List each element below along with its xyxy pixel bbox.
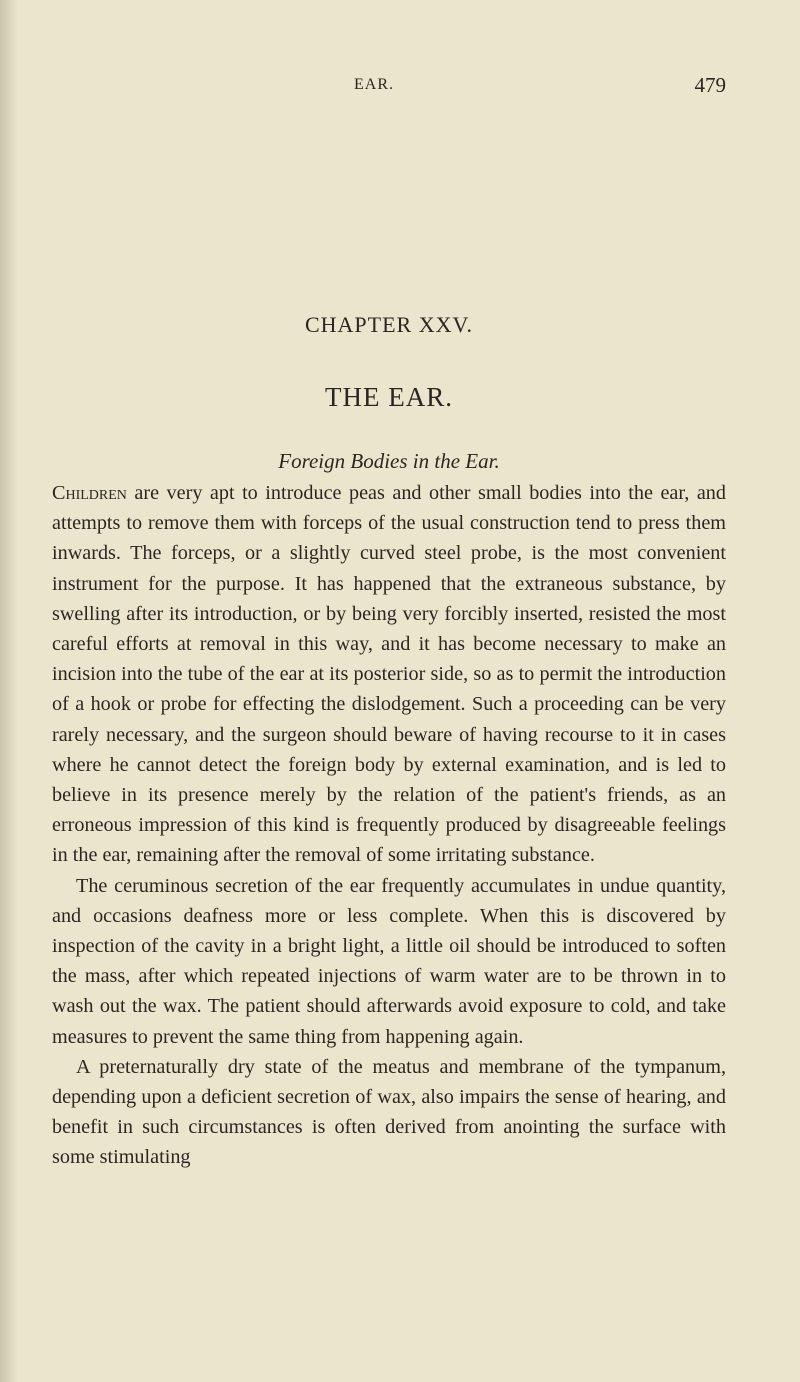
- running-head: [52, 73, 726, 98]
- running-title: EAR.: [354, 76, 394, 93]
- body-text: [52, 478, 726, 1173]
- chapter-title: THE EAR.: [325, 382, 453, 412]
- page-edge-shadow: [0, 0, 18, 1382]
- paragraph-foreign-bodies: [52, 478, 726, 871]
- book-page: [52, 0, 726, 1382]
- paragraph-dry-meatus: A preternaturally dry state of the meatus and membrane of the tympanum, depending upon a deficient secretion of wax, also impairs the sense of hearing, and benefit in such circumstances is often derived from anointing the surface with some stimulating: [52, 1055, 726, 1169]
- page-number: 479: [694, 73, 726, 97]
- chapter-heading: CHAPTER XXV.: [304, 312, 474, 337]
- paragraph-text: are very apt to introduce peas and other small bodies into the ear, and attempts to remove them with forceps of the usual construction tend to press them inwards. The forceps, or a slightly curved steel probe, is the most convenient instrument for the purpose. It has happened that the extraneous substance, by swelling after its introduction, or by being very forcibly inserted, resisted the most careful efforts at removal in this way, and it has become necessary to make an incision into the tube of the ear at its posterior side, so as to permit the introduction of a hook or probe for effecting the dislodgement. Such a proceeding can be very rarely necessary, and the surgeon should beware of having recourse to it in cases where he cannot detect the foreign body by external examination, and is led to believe in its presence merely by the relation of the patient's friends, as an erroneous impression of this kind is frequently produced by disagreeable feelings in the ear, remaining after the removal of some irritating substance.: [52, 482, 726, 867]
- paragraph-ceruminous-secretion: The ceruminous secretion of the ear frequently accumulates in undue quantity, and occasions deafness more or less complete. When this is discovered by inspection of the cavity in a bright light, a little oil should be introduced to soften the mass, after which repeated injections of warm water are to be thrown in to wash out the wax. The patient should afterwards avoid exposure to cold, and take measures to prevent the same thing from happening again.: [52, 874, 726, 1048]
- section-heading: Foreign Bodies in the Ear.: [278, 449, 500, 473]
- paragraph-lead-word: Children: [52, 482, 127, 504]
